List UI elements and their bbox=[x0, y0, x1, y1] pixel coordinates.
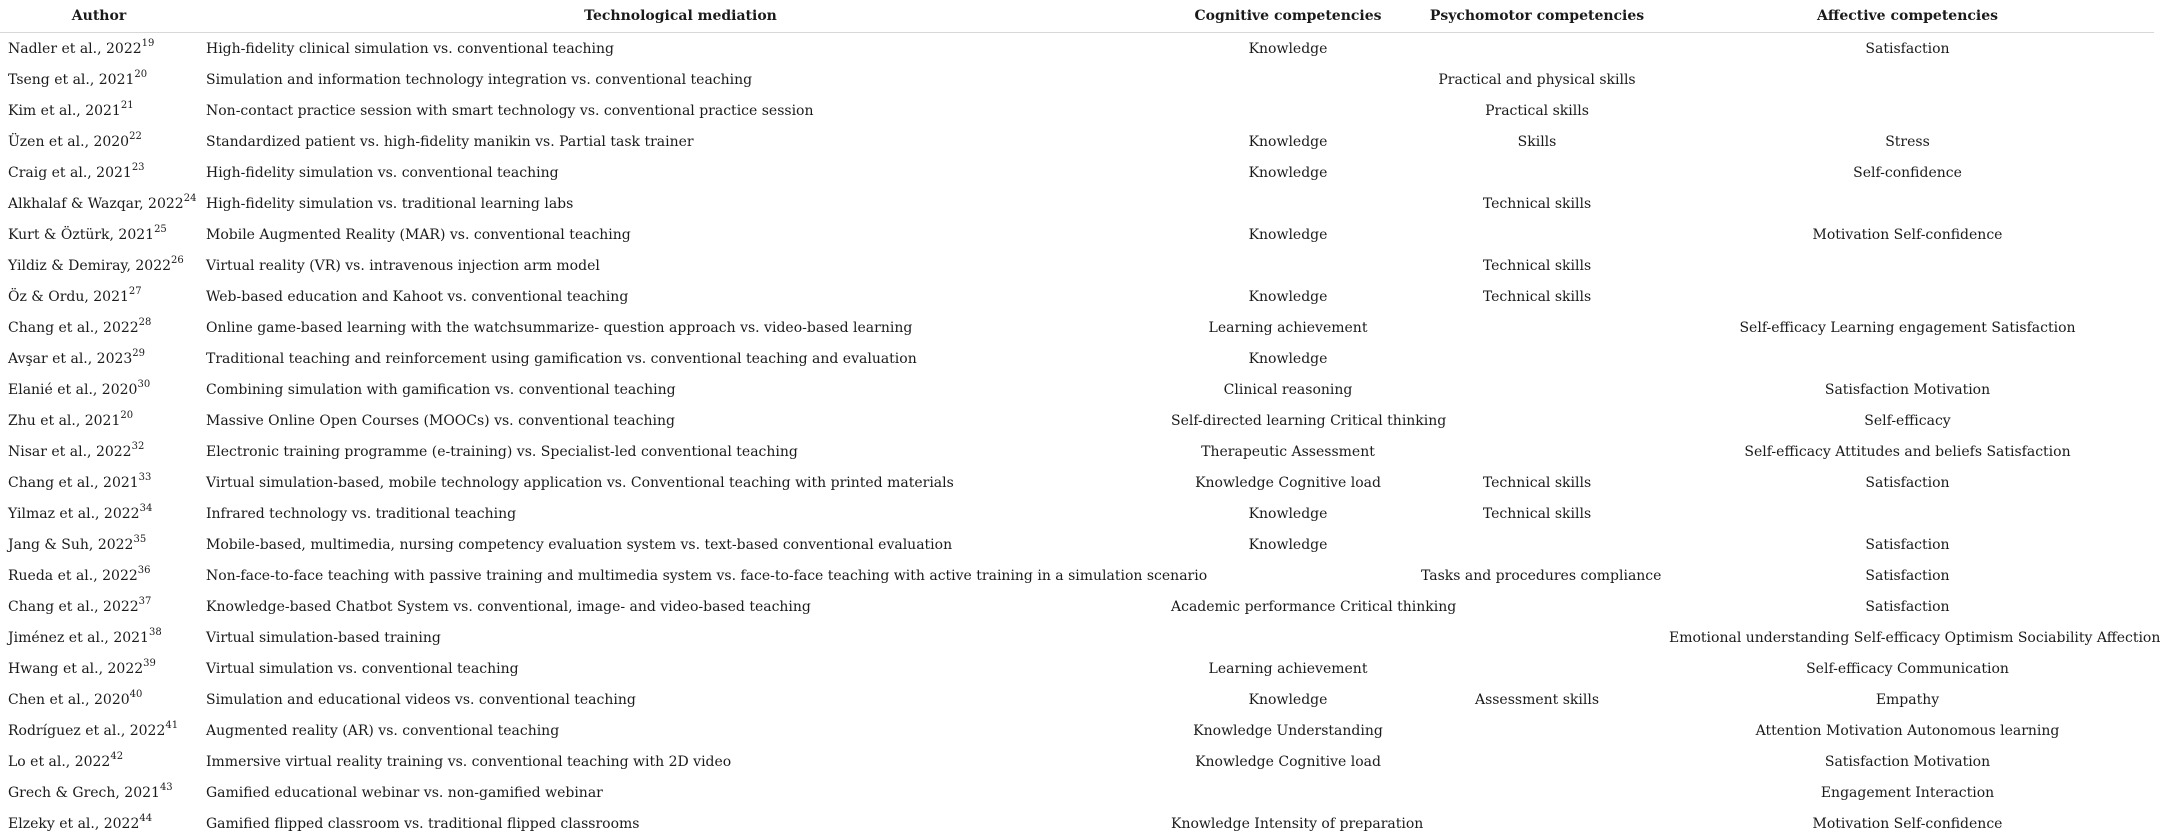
author-cell bbox=[0, 188, 198, 219]
psychomotor-competencies-cell bbox=[1413, 312, 1661, 343]
affective-competencies-cell: Engagement Interaction bbox=[1820, 784, 1995, 801]
affective-competencies-cell: Emotional understanding Self-efficacy Optimism Sociability Affection bbox=[1669, 629, 2160, 646]
author-cell bbox=[0, 126, 198, 157]
technological-mediation-cell: Online game-based learning with the watchsummarize- question approach vs. video-based learning bbox=[206, 319, 913, 336]
author-name: Nadler et al., 2022 bbox=[8, 40, 142, 57]
technological-mediation-cell: High-fidelity simulation vs. traditional learning labs bbox=[206, 195, 574, 212]
author-cell bbox=[0, 467, 198, 498]
affective-competencies-cell: Motivation Self-confidence bbox=[1812, 226, 2003, 243]
author-name: Öz & Ordu, 2021 bbox=[8, 288, 129, 305]
affective-competencies-cell: Satisfaction bbox=[1865, 536, 1950, 553]
reference-number: 28 bbox=[138, 316, 152, 328]
technological-mediation-cell: Virtual simulation-based training bbox=[206, 629, 441, 646]
author-cell bbox=[0, 560, 198, 591]
psychomotor-competencies-cell bbox=[1413, 33, 1661, 65]
table-row bbox=[0, 684, 2154, 715]
author-name: Tseng et al., 2021 bbox=[8, 71, 135, 88]
technological-mediation-cell: Immersive virtual reality training vs. conventional teaching with 2D video bbox=[206, 753, 732, 770]
cognitive-competencies-cell: Knowledge bbox=[1248, 133, 1328, 150]
psychomotor-competencies-cell: Technical skills bbox=[1482, 195, 1592, 212]
technological-mediation-cell: Non-contact practice session with smart technology vs. conventional practice session bbox=[206, 102, 814, 119]
reference-number: 27 bbox=[128, 285, 142, 297]
affective-competencies-cell: Satisfaction bbox=[1865, 598, 1950, 615]
technological-mediation-cell: Combining simulation with gamification vs. conventional teaching bbox=[206, 381, 676, 398]
author-cell bbox=[0, 219, 198, 250]
header-affective-competencies: Affective competencies bbox=[1661, 0, 2154, 33]
author-cell bbox=[0, 405, 198, 436]
cognitive-competencies-cell: Knowledge bbox=[1248, 536, 1328, 553]
reference-number: 34 bbox=[139, 502, 153, 514]
header-author: Author bbox=[0, 0, 198, 33]
cognitive-competencies-cell: Knowledge bbox=[1248, 226, 1328, 243]
technological-mediation-cell: Simulation and information technology integration vs. conventional teaching bbox=[206, 71, 753, 88]
author-name: Chang et al., 2022 bbox=[8, 319, 139, 336]
table-row bbox=[0, 808, 2154, 839]
reference-number: 30 bbox=[137, 378, 151, 390]
cognitive-competencies-cell bbox=[1163, 622, 1413, 653]
technological-mediation-cell: Gamified educational webinar vs. non-gamified webinar bbox=[206, 784, 603, 801]
author-name: Rodríguez et al., 2022 bbox=[8, 722, 166, 739]
author-cell bbox=[0, 250, 198, 281]
reference-number: 37 bbox=[138, 595, 152, 607]
technological-mediation-cell: High-fidelity clinical simulation vs. conventional teaching bbox=[206, 40, 614, 57]
cognitive-competencies-cell: Clinical reasoning bbox=[1223, 381, 1353, 398]
author-name: Yilmaz et al., 2022 bbox=[8, 505, 140, 522]
table-row bbox=[0, 188, 2154, 219]
psychomotor-competencies-cell: Technical skills bbox=[1482, 474, 1592, 491]
cognitive-competencies-cell: Learning achievement bbox=[1208, 319, 1368, 336]
psychomotor-competencies-cell: Practical and physical skills bbox=[1438, 71, 1636, 88]
psychomotor-competencies-cell: Tasks and procedures compliance bbox=[1421, 567, 1662, 584]
author-cell bbox=[0, 746, 198, 777]
author-name: Jiménez et al., 2021 bbox=[8, 629, 149, 646]
author-name: Alkhalaf & Wazqar, 2022 bbox=[8, 195, 184, 212]
psychomotor-competencies-cell: Skills bbox=[1517, 133, 1557, 150]
psychomotor-competencies-cell: Assessment skills bbox=[1474, 691, 1600, 708]
author-cell bbox=[0, 653, 198, 684]
affective-competencies-cell bbox=[1661, 188, 2154, 219]
table-row bbox=[0, 777, 2154, 808]
cognitive-competencies-cell bbox=[1163, 188, 1413, 219]
technological-mediation-cell: Non-face-to-face teaching with passive training and multimedia system vs. face-to-face teaching with active training in a simulation scenario bbox=[206, 567, 1208, 584]
affective-competencies-cell: Self-efficacy Attitudes and beliefs Satisfaction bbox=[1744, 443, 2071, 460]
reference-number: 20 bbox=[134, 68, 148, 80]
psychomotor-competencies-cell bbox=[1413, 529, 1661, 560]
psychomotor-competencies-cell bbox=[1413, 777, 1661, 808]
technological-mediation-cell: Augmented reality (AR) vs. conventional teaching bbox=[206, 722, 560, 739]
technological-mediation-cell: Mobile-based, multimedia, nursing competency evaluation system vs. text-based conventional evaluation bbox=[206, 536, 953, 553]
psychomotor-competencies-cell: Practical skills bbox=[1485, 102, 1589, 119]
cognitive-competencies-cell: Knowledge Understanding bbox=[1193, 722, 1383, 739]
author-name: Kurt & Öztürk, 2021 bbox=[8, 226, 155, 243]
table-row bbox=[0, 343, 2154, 374]
table-row bbox=[0, 622, 2154, 653]
psychomotor-competencies-cell bbox=[1413, 808, 1661, 839]
reference-number: 19 bbox=[141, 37, 155, 49]
author-name: Avşar et al., 2023 bbox=[8, 350, 133, 367]
reference-number: 35 bbox=[133, 533, 147, 545]
header-cognitive-competencies: Cognitive competencies bbox=[1163, 0, 1413, 33]
table-row bbox=[0, 157, 2154, 188]
affective-competencies-cell: Satisfaction Motivation bbox=[1824, 753, 1991, 770]
reference-number: 25 bbox=[154, 223, 167, 235]
author-cell bbox=[0, 312, 198, 343]
affective-competencies-cell: Motivation Self-confidence bbox=[1812, 815, 2003, 832]
psychomotor-competencies-cell bbox=[1413, 343, 1661, 374]
technological-mediation-cell: Traditional teaching and reinforcement using gamification vs. conventional teaching and evaluation bbox=[206, 350, 917, 367]
affective-competencies-cell: Self-efficacy bbox=[1864, 412, 1951, 429]
technological-mediation-cell: Standardized patient vs. high-fidelity manikin vs. Partial task trainer bbox=[206, 133, 694, 150]
reference-number: 20 bbox=[120, 409, 134, 421]
reference-number: 36 bbox=[137, 564, 151, 576]
table-header bbox=[0, 0, 2154, 33]
affective-competencies-cell bbox=[1661, 281, 2154, 312]
table-row bbox=[0, 219, 2154, 250]
table-row bbox=[0, 560, 2154, 591]
cognitive-competencies-cell bbox=[1163, 64, 1413, 95]
table-row bbox=[0, 374, 2154, 405]
cognitive-competencies-cell bbox=[1163, 777, 1413, 808]
affective-competencies-cell: Satisfaction bbox=[1865, 567, 1950, 584]
author-name: Nisar et al., 2022 bbox=[8, 443, 132, 460]
cognitive-competencies-cell: Knowledge Cognitive load bbox=[1195, 474, 1381, 491]
author-name: Chen et al., 2020 bbox=[8, 691, 130, 708]
author-name: Craig et al., 2021 bbox=[8, 164, 132, 181]
psychomotor-competencies-cell: Technical skills bbox=[1482, 257, 1592, 274]
author-name: Chang et al., 2021 bbox=[8, 474, 139, 491]
cognitive-competencies-cell: Knowledge Intensity of preparation bbox=[1171, 815, 1424, 832]
affective-competencies-cell: Stress bbox=[1885, 133, 1930, 150]
author-cell bbox=[0, 498, 198, 529]
cognitive-competencies-cell: Self-directed learning Critical thinking bbox=[1171, 412, 1447, 429]
table-row bbox=[0, 405, 2154, 436]
technological-mediation-cell: Massive Online Open Courses (MOOCs) vs. conventional teaching bbox=[206, 412, 675, 429]
psychomotor-competencies-cell bbox=[1413, 219, 1661, 250]
table-row bbox=[0, 715, 2154, 746]
technological-mediation-cell: Electronic training programme (e-training) vs. Specialist-led conventional teaching bbox=[206, 443, 798, 460]
reference-number: 44 bbox=[139, 812, 153, 824]
reference-number: 32 bbox=[131, 440, 145, 452]
affective-competencies-cell: Satisfaction bbox=[1865, 40, 1950, 57]
author-cell bbox=[0, 715, 198, 746]
author-name: Chang et al., 2022 bbox=[8, 598, 139, 615]
table-row bbox=[0, 653, 2154, 684]
reference-number: 29 bbox=[132, 347, 146, 359]
header-technological-mediation: Technological mediation bbox=[198, 0, 1163, 33]
affective-competencies-cell: Self-efficacy Communication bbox=[1806, 660, 2009, 677]
technological-mediation-cell: Virtual simulation vs. conventional teaching bbox=[206, 660, 519, 677]
reference-number: 26 bbox=[171, 254, 184, 266]
psychomotor-competencies-cell bbox=[1413, 715, 1661, 746]
author-cell bbox=[0, 374, 198, 405]
reference-number: 24 bbox=[183, 192, 197, 204]
cognitive-competencies-cell: Knowledge bbox=[1248, 164, 1328, 181]
author-cell bbox=[0, 64, 198, 95]
psychomotor-competencies-cell bbox=[1413, 622, 1661, 653]
psychomotor-competencies-cell bbox=[1413, 405, 1661, 436]
table-row bbox=[0, 529, 2154, 560]
table-row bbox=[0, 281, 2154, 312]
technological-mediation-cell: Simulation and educational videos vs. conventional teaching bbox=[206, 691, 636, 708]
reference-number: 23 bbox=[131, 161, 145, 173]
table-row bbox=[0, 95, 2154, 126]
table-row bbox=[0, 591, 2154, 622]
author-cell bbox=[0, 684, 198, 715]
author-name: Grech & Grech, 2021 bbox=[8, 784, 160, 801]
reference-number: 38 bbox=[148, 626, 162, 638]
author-name: Jang & Suh, 2022 bbox=[8, 536, 134, 553]
cognitive-competencies-cell: Knowledge bbox=[1248, 505, 1328, 522]
author-cell bbox=[0, 529, 198, 560]
affective-competencies-cell bbox=[1661, 64, 2154, 95]
author-cell bbox=[0, 343, 198, 374]
psychomotor-competencies-cell bbox=[1413, 436, 1661, 467]
cognitive-competencies-cell: Knowledge bbox=[1248, 691, 1328, 708]
psychomotor-competencies-cell: Technical skills bbox=[1482, 288, 1592, 305]
table-row bbox=[0, 746, 2154, 777]
author-name: Lo et al., 2022 bbox=[8, 753, 111, 770]
author-name: Yildiz & Demiray, 2022 bbox=[8, 257, 172, 274]
table-row bbox=[0, 33, 2154, 65]
header-psychomotor-competencies: Psychomotor competencies bbox=[1413, 0, 1661, 33]
reference-number: 43 bbox=[159, 781, 173, 793]
affective-competencies-cell bbox=[1661, 498, 2154, 529]
table-row bbox=[0, 250, 2154, 281]
table-row bbox=[0, 436, 2154, 467]
cognitive-competencies-cell bbox=[1163, 95, 1413, 126]
reference-number: 42 bbox=[110, 750, 124, 762]
technological-mediation-cell: Mobile Augmented Reality (MAR) vs. conventional teaching bbox=[206, 226, 631, 243]
cognitive-competencies-cell: Knowledge bbox=[1248, 40, 1328, 57]
author-cell bbox=[0, 33, 198, 65]
author-cell bbox=[0, 281, 198, 312]
author-name: Hwang et al., 2022 bbox=[8, 660, 144, 677]
affective-competencies-cell: Satisfaction Motivation bbox=[1824, 381, 1991, 398]
author-name: Rueda et al., 2022 bbox=[8, 567, 138, 584]
cognitive-competencies-cell: Knowledge Cognitive load bbox=[1195, 753, 1381, 770]
author-name: Elanié et al., 2020 bbox=[8, 381, 138, 398]
author-cell bbox=[0, 157, 198, 188]
affective-competencies-cell bbox=[1661, 95, 2154, 126]
affective-competencies-cell: Empathy bbox=[1875, 691, 1940, 708]
cognitive-competencies-cell bbox=[1163, 250, 1413, 281]
author-name: Üzen et al., 2020 bbox=[8, 133, 130, 150]
affective-competencies-cell: Self-efficacy Learning engagement Satisfaction bbox=[1739, 319, 2076, 336]
author-cell bbox=[0, 591, 198, 622]
technological-mediation-cell: High-fidelity simulation vs. conventional teaching bbox=[206, 164, 559, 181]
author-cell bbox=[0, 436, 198, 467]
table-row bbox=[0, 498, 2154, 529]
technological-mediation-cell: Web-based education and Kahoot vs. conventional teaching bbox=[206, 288, 629, 305]
table-body bbox=[0, 33, 2160, 839]
technological-mediation-cell: Virtual simulation-based, mobile technology application vs. Conventional teaching with printed materials bbox=[206, 474, 954, 491]
affective-competencies-cell: Attention Motivation Autonomous learning bbox=[1755, 722, 2060, 739]
header-row bbox=[0, 0, 2154, 33]
psychomotor-competencies-cell: Technical skills bbox=[1482, 505, 1592, 522]
psychomotor-competencies-cell bbox=[1413, 746, 1661, 777]
technological-mediation-cell: Virtual reality (VR) vs. intravenous injection arm model bbox=[206, 257, 600, 274]
author-cell bbox=[0, 95, 198, 126]
cognitive-competencies-cell: Academic performance Critical thinking bbox=[1171, 598, 1457, 615]
affective-competencies-cell: Self-confidence bbox=[1853, 164, 1962, 181]
cognitive-competencies-cell: Knowledge bbox=[1248, 350, 1328, 367]
reference-number: 39 bbox=[143, 657, 156, 669]
table-row bbox=[0, 312, 2154, 343]
reference-number: 22 bbox=[129, 130, 142, 142]
reference-number: 40 bbox=[129, 688, 143, 700]
table-row bbox=[0, 467, 2154, 498]
author-cell bbox=[0, 622, 198, 653]
reference-number: 41 bbox=[165, 719, 179, 731]
cognitive-competencies-cell: Knowledge bbox=[1248, 288, 1328, 305]
psychomotor-competencies-cell bbox=[1413, 157, 1661, 188]
cognitive-competencies-cell: Therapeutic Assessment bbox=[1201, 443, 1375, 460]
affective-competencies-cell bbox=[1661, 250, 2154, 281]
technological-mediation-cell: Infrared technology vs. traditional teaching bbox=[206, 505, 517, 522]
psychomotor-competencies-cell bbox=[1413, 653, 1661, 684]
reference-number: 33 bbox=[138, 471, 152, 483]
affective-competencies-cell: Satisfaction bbox=[1865, 474, 1950, 491]
author-name: Elzeky et al., 2022 bbox=[8, 815, 140, 832]
author-name: Zhu et al., 2021 bbox=[8, 412, 121, 429]
technological-mediation-cell: Knowledge-based Chatbot System vs. conventional, image- and video-based teaching bbox=[206, 598, 811, 615]
cognitive-competencies-cell: Learning achievement bbox=[1208, 660, 1368, 677]
reference-number: 21 bbox=[120, 99, 134, 111]
author-cell bbox=[0, 777, 198, 808]
psychomotor-competencies-cell bbox=[1413, 374, 1661, 405]
author-cell bbox=[0, 808, 198, 839]
affective-competencies-cell bbox=[1661, 343, 2154, 374]
table-row bbox=[0, 126, 2154, 157]
author-name: Kim et al., 2021 bbox=[8, 102, 121, 119]
table-row bbox=[0, 64, 2154, 95]
technological-mediation-cell: Gamified flipped classroom vs. traditional flipped classrooms bbox=[206, 815, 640, 832]
